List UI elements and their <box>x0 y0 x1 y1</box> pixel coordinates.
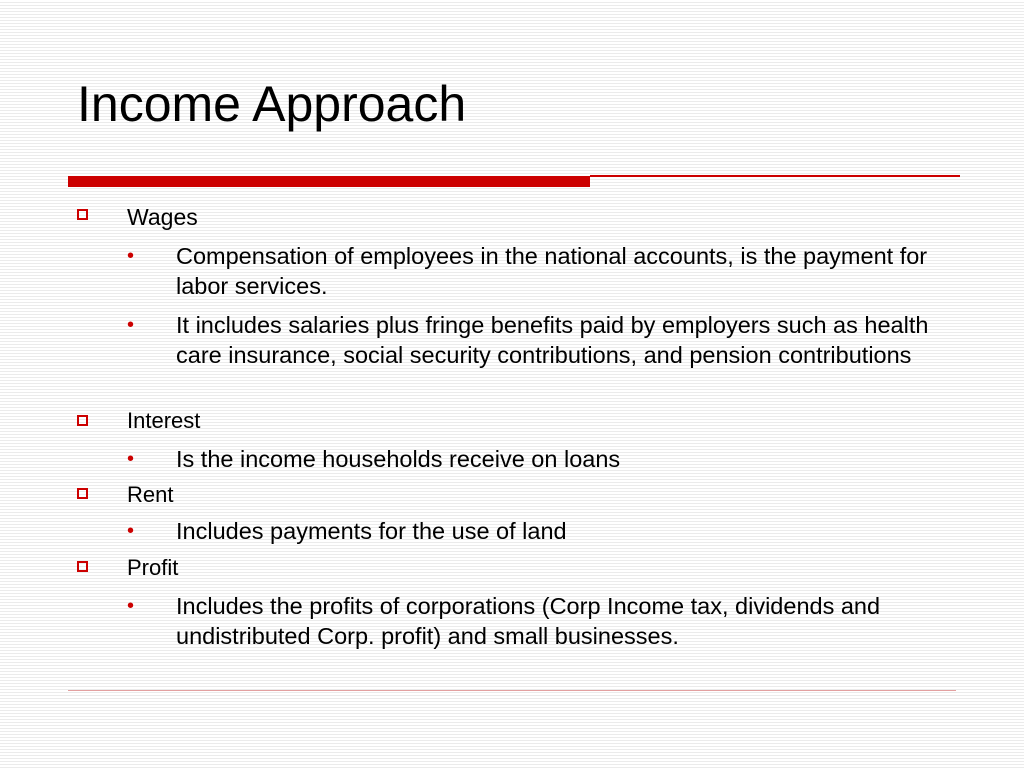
bullet-point: It includes salaries plus fringe benefits paid by employers such as health care insurance, social security contributions, and pension contributions <box>176 312 929 368</box>
bullet-dot-icon: • <box>127 245 135 267</box>
bullet-point: Is the income households receive on loans <box>176 446 621 472</box>
square-bullet-icon <box>77 561 88 572</box>
bullet-point: Compensation of employees in the national accounts, is the payment for labor services. <box>176 243 928 299</box>
square-bullet-icon <box>77 415 88 426</box>
bullet-point: Includes the profits of corporations (Corp Income tax, dividends and undistributed Corp. profit) and small businesses. <box>176 593 881 649</box>
section-heading-profit: Profit <box>127 555 179 580</box>
section-heading-interest: Interest <box>127 408 201 433</box>
footer-divider <box>68 690 956 691</box>
bullet-dot-icon: • <box>127 595 135 617</box>
section-heading-rent: Rent <box>127 482 174 507</box>
bullet-dot-icon: • <box>127 448 135 470</box>
bullet-dot-icon: • <box>127 314 135 336</box>
bullet-dot-icon: • <box>127 520 135 542</box>
square-bullet-icon <box>77 488 88 499</box>
bullet-point: Includes payments for the use of land <box>176 518 567 544</box>
slide-title: Income Approach <box>77 76 467 132</box>
section-heading-wages: Wages <box>127 204 198 230</box>
square-bullet-icon <box>77 209 88 220</box>
